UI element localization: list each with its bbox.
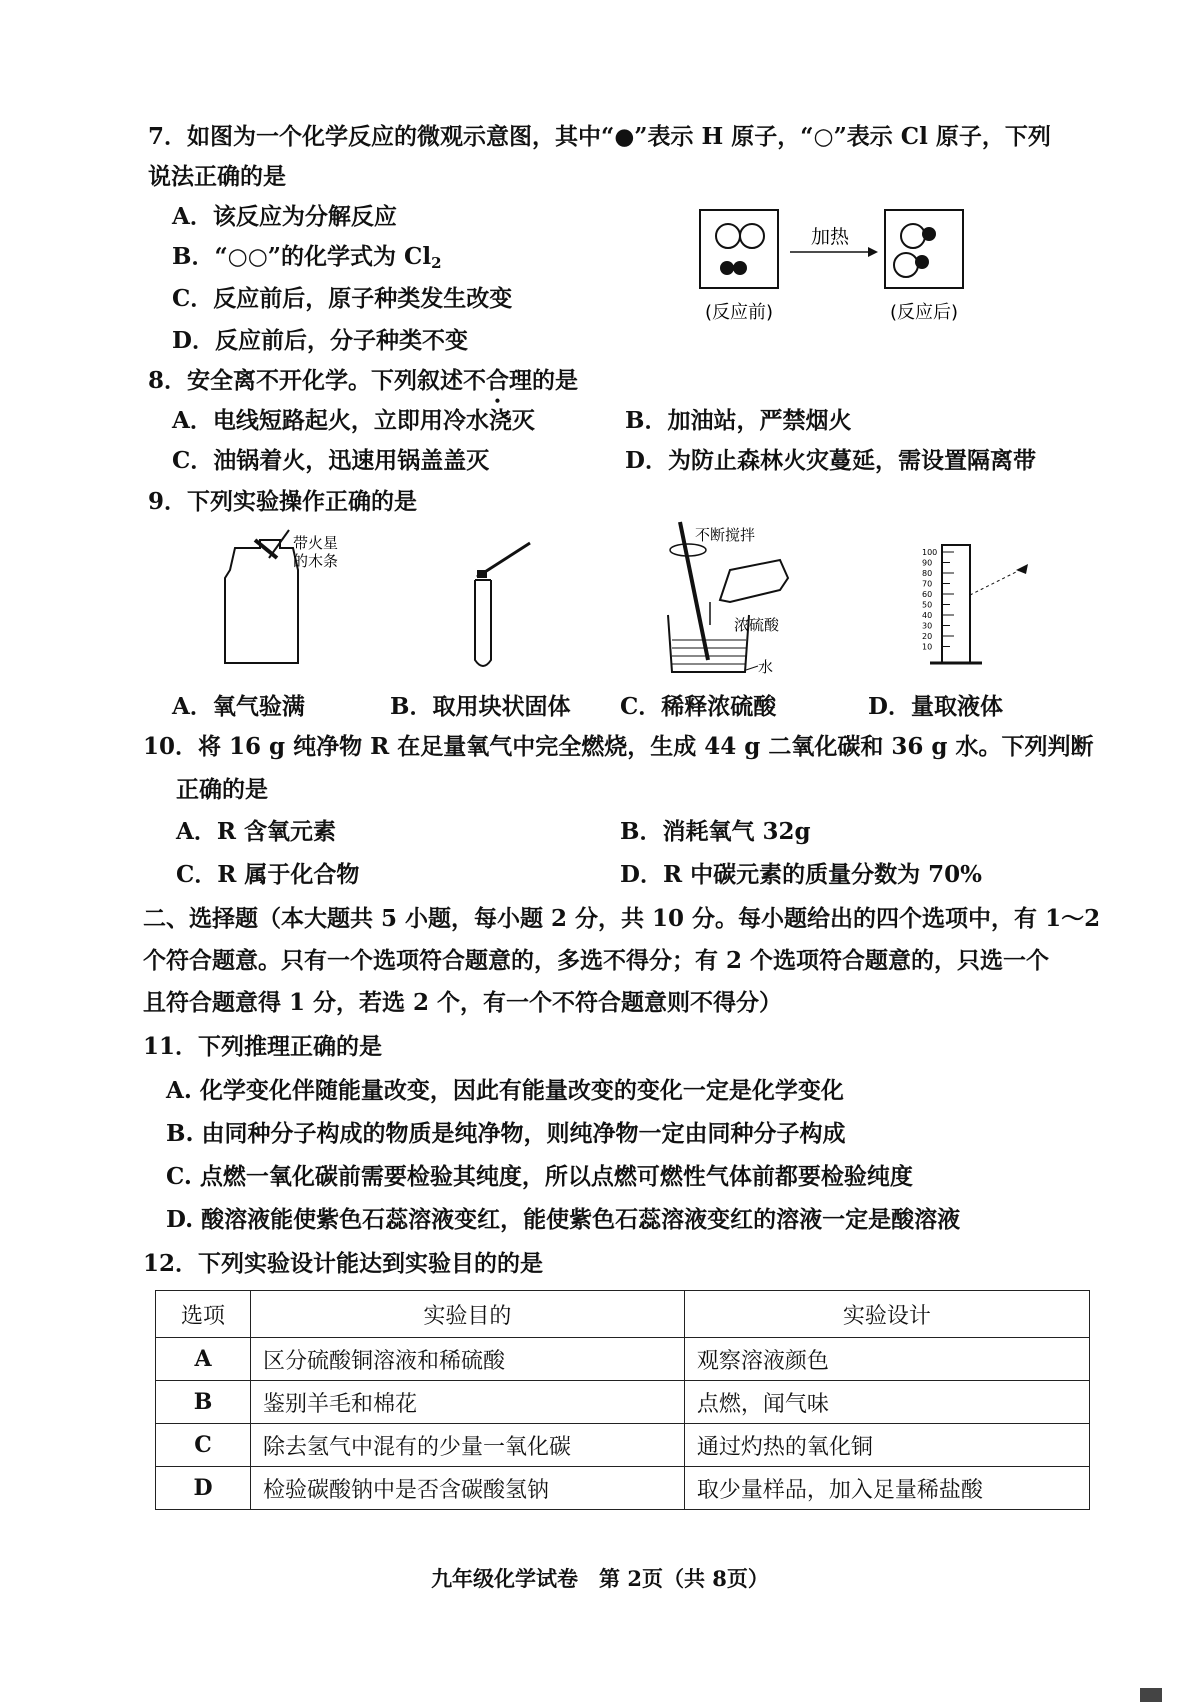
q7-reaction-diagram bbox=[690, 200, 980, 325]
q10-option-b: B．消耗氧气 32g bbox=[620, 818, 811, 845]
q10-stem-line1: 10．将 16 g 纯净物 R 在足量氧气中完全燃烧，生成 44 g 二氧化碳和 36 g 水。下列判断 bbox=[143, 733, 1094, 760]
header-option: 选项 bbox=[156, 1291, 251, 1338]
scanner-watermark-icon bbox=[1140, 1688, 1162, 1702]
row-option: D bbox=[156, 1467, 251, 1510]
before-label: (反应前) bbox=[704, 302, 774, 323]
before-box bbox=[700, 210, 778, 288]
q10-option-d: D．R 中碳元素的质量分数为 70% bbox=[620, 861, 982, 888]
q7-option-c: C．反应前后，原子种类发生改变 bbox=[172, 285, 513, 312]
q7-option-a: A．该反应为分解反应 bbox=[172, 203, 397, 230]
cylinder-ticks bbox=[922, 548, 954, 652]
cylinder-tick-label: 100 bbox=[922, 548, 938, 557]
table-row bbox=[156, 1424, 1090, 1467]
cl-atom-icon bbox=[716, 224, 740, 248]
row-purpose: 区分硫酸铜溶液和稀硫酸 bbox=[251, 1338, 685, 1381]
reagent-bottle-icon bbox=[720, 560, 788, 602]
h-atom-icon bbox=[720, 261, 734, 275]
after-box bbox=[885, 210, 963, 288]
row-purpose: 鉴别羊毛和棉花 bbox=[251, 1381, 685, 1424]
q11-option-c: C. 点燃一氧化碳前需要检验其纯度，所以点燃可燃性气体前都要检验纯度 bbox=[166, 1163, 913, 1190]
h-atom-icon bbox=[915, 255, 929, 269]
section2-instructions-line3: 且符合题意得 1 分，若选 2 个，有一个不符合题意则不得分） bbox=[143, 989, 783, 1016]
cylinder-tick-label: 50 bbox=[922, 600, 933, 610]
q7-option-b: B．“○○”的化学式为 $Cl_2$ bbox=[172, 243, 442, 272]
q8-option-d: D．为防止森林火灾蔓延，需设置隔离带 bbox=[625, 447, 1036, 474]
water-label: 水 bbox=[758, 658, 774, 676]
cylinder-tick-label: 60 bbox=[922, 590, 933, 599]
q9-option-a: A．氧气验满 bbox=[172, 693, 305, 720]
q12-experiment-table bbox=[155, 1290, 1090, 1510]
row-purpose: 除去氢气中混有的少量一氧化碳 bbox=[251, 1424, 685, 1467]
q7-stem-line1: 7．如图为一个化学反应的微观示意图，其中“●”表示 H 原子，“○”表示 Cl 原子，下列 bbox=[148, 123, 1051, 150]
q12-stem: 12．下列实验设计能达到实验目的的是 bbox=[143, 1250, 544, 1277]
q11-option-b: B. 由同种分子构成的物质是纯净物，则纯净物一定由同种分子构成 bbox=[166, 1120, 846, 1147]
sight-line bbox=[970, 570, 1020, 595]
q9-fig-measure-liquid bbox=[920, 540, 1040, 675]
table-row bbox=[156, 1338, 1090, 1381]
cylinder-tick-label: 20 bbox=[922, 632, 933, 641]
cylinder-tick-label: 10 bbox=[922, 642, 933, 652]
splint-label-2: 的木条 bbox=[293, 552, 339, 570]
q9-option-b: B．取用块状固体 bbox=[390, 693, 571, 720]
q7-stem-line2: 说法正确的是 bbox=[148, 163, 286, 190]
row-option: B bbox=[156, 1381, 251, 1424]
cl-atom-icon bbox=[901, 224, 925, 248]
water-pointer bbox=[746, 666, 758, 670]
q11-stem: 11．下列推理正确的是 bbox=[143, 1033, 383, 1060]
row-design: 点燃，闻气味 bbox=[684, 1381, 1089, 1424]
q10-option-c: C．R 属于化合物 bbox=[176, 861, 360, 888]
stir-label: 不断搅拌 bbox=[695, 526, 756, 544]
test-tube-icon bbox=[475, 580, 491, 666]
header-design: 实验设计 bbox=[684, 1291, 1089, 1338]
q9-option-c: C．稀释浓硫酸 bbox=[620, 693, 777, 720]
cylinder-tick-label: 30 bbox=[922, 621, 933, 631]
splint-stick-icon bbox=[269, 530, 289, 558]
solid-block-icon bbox=[477, 570, 487, 578]
cylinder-tick-label: 70 bbox=[922, 579, 933, 589]
row-option: A bbox=[156, 1338, 251, 1381]
section2-instructions-line1: 二、选择题（本大题共 5 小题，每小题 2 分，共 10 分。每小题给出的四个选项中，有 1～2 bbox=[143, 905, 1101, 932]
q11-option-d: D. 酸溶液能使紫色石蕊溶液变红，能使紫色石蕊溶液变红的溶液一定是酸溶液 bbox=[166, 1206, 961, 1233]
q10-option-a: A．R 含氧元素 bbox=[176, 818, 336, 845]
table-row bbox=[156, 1467, 1090, 1510]
cl-atom-icon bbox=[894, 253, 918, 277]
cylinder-tick-label: 40 bbox=[922, 611, 933, 620]
row-option: C bbox=[156, 1424, 251, 1467]
section2-instructions-line2: 个符合题意。只有一个选项符合题意的，多选不得分；有 2 个选项符合题意的，只选一个 bbox=[143, 947, 1050, 974]
q10-stem-line2: 正确的是 bbox=[176, 776, 268, 803]
table-row bbox=[156, 1381, 1090, 1424]
eye-icon bbox=[1016, 564, 1028, 574]
q9-fig-dilute-acid bbox=[650, 520, 820, 680]
row-design: 观察溶液颜色 bbox=[684, 1338, 1089, 1381]
q11-option-a: A. 化学变化伴随能量改变，因此有能量改变的变化一定是化学变化 bbox=[166, 1077, 844, 1104]
q8-option-c: C．油锅着火，迅速用锅盖盖灭 bbox=[172, 447, 490, 474]
q9-fig-oxygen-test bbox=[205, 528, 355, 673]
h-atom-icon bbox=[922, 227, 936, 241]
q8-option-a: A．电线短路起火，立即用冷水浇灭 bbox=[172, 407, 535, 434]
q8-option-b: B．加油站，严禁烟火 bbox=[625, 407, 852, 434]
page-footer: 九年级化学试卷 第 2页（共 8页） bbox=[431, 1566, 769, 1591]
cylinder-tick-label: 80 bbox=[922, 569, 933, 578]
after-label: (反应后) bbox=[889, 302, 959, 323]
h-atom-icon bbox=[733, 261, 747, 275]
row-design: 取少量样品，加入足量稀盐酸 bbox=[684, 1467, 1089, 1510]
q9-stem: 9．下列实验操作正确的是 bbox=[148, 488, 418, 515]
table-header-row bbox=[156, 1291, 1090, 1338]
q9-fig-solid-taking bbox=[455, 535, 555, 675]
gas-bottle-icon bbox=[225, 540, 298, 663]
splint-label-1: 带火星 bbox=[293, 534, 339, 552]
cl-atom-icon bbox=[740, 224, 764, 248]
acid-label: 浓硫酸 bbox=[734, 616, 780, 634]
arrow-head-icon bbox=[868, 247, 878, 257]
q8-stem: 8．安全离不开化学。下列叙述不合理的是 bbox=[148, 367, 579, 394]
row-purpose: 检验碳酸钠中是否含碳酸氢钠 bbox=[251, 1467, 685, 1510]
header-purpose: 实验目的 bbox=[251, 1291, 685, 1338]
q9-option-d: D．量取液体 bbox=[868, 693, 1003, 720]
q7-option-d: D．反应前后，分子种类不变 bbox=[172, 327, 468, 354]
row-design: 通过灼热的氧化铜 bbox=[684, 1424, 1089, 1467]
arrow-label: 加热 bbox=[810, 226, 850, 248]
cylinder-tick-label: 90 bbox=[922, 558, 933, 568]
